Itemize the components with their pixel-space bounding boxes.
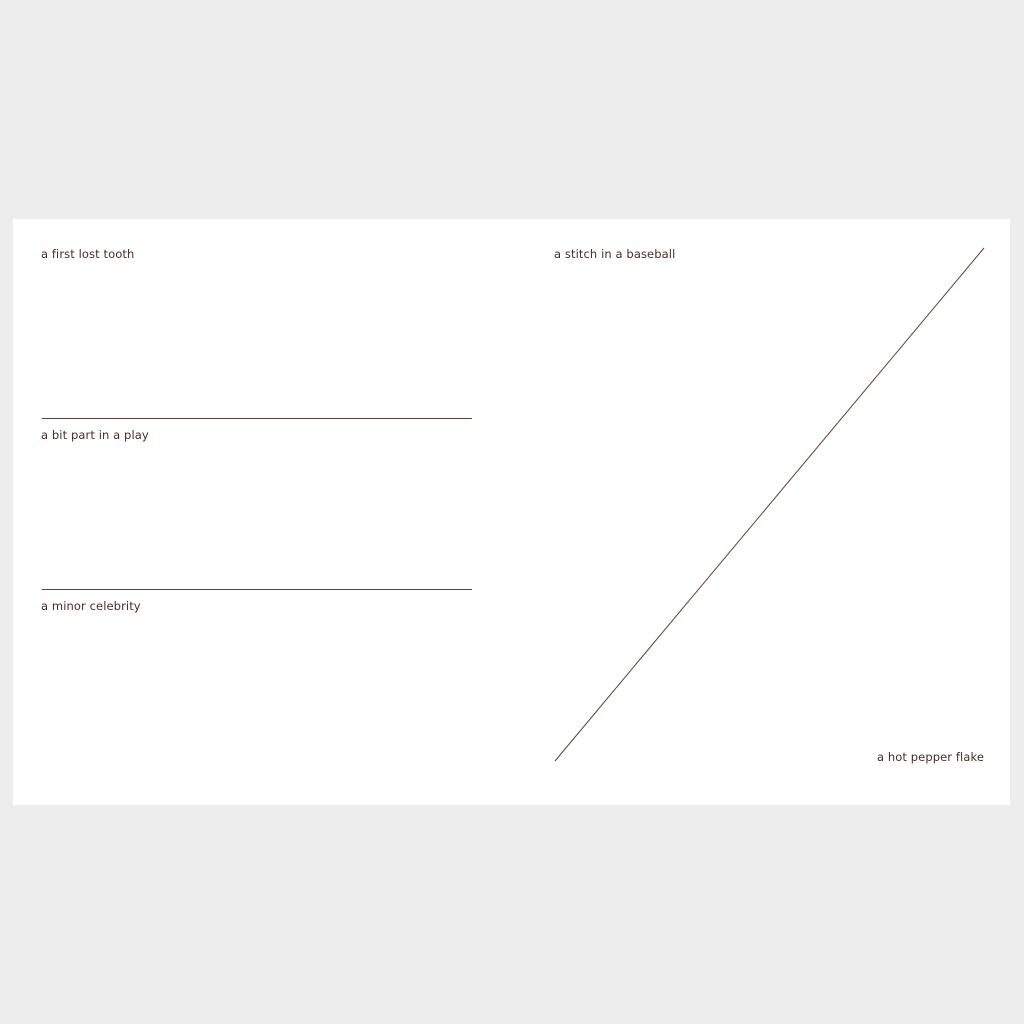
book-spread [13, 219, 1010, 805]
label-hot-pepper-flake: a hot pepper flake [876, 750, 984, 764]
label-first-lost-tooth: a first lost tooth [41, 247, 135, 261]
label-bit-part-in-a-play: a bit part in a play [41, 428, 149, 442]
label-stitch-in-a-baseball: a stitch in a baseball [554, 247, 676, 261]
diagonal-divider-line [13, 219, 1010, 805]
label-minor-celebrity: a minor celebrity [41, 599, 141, 613]
